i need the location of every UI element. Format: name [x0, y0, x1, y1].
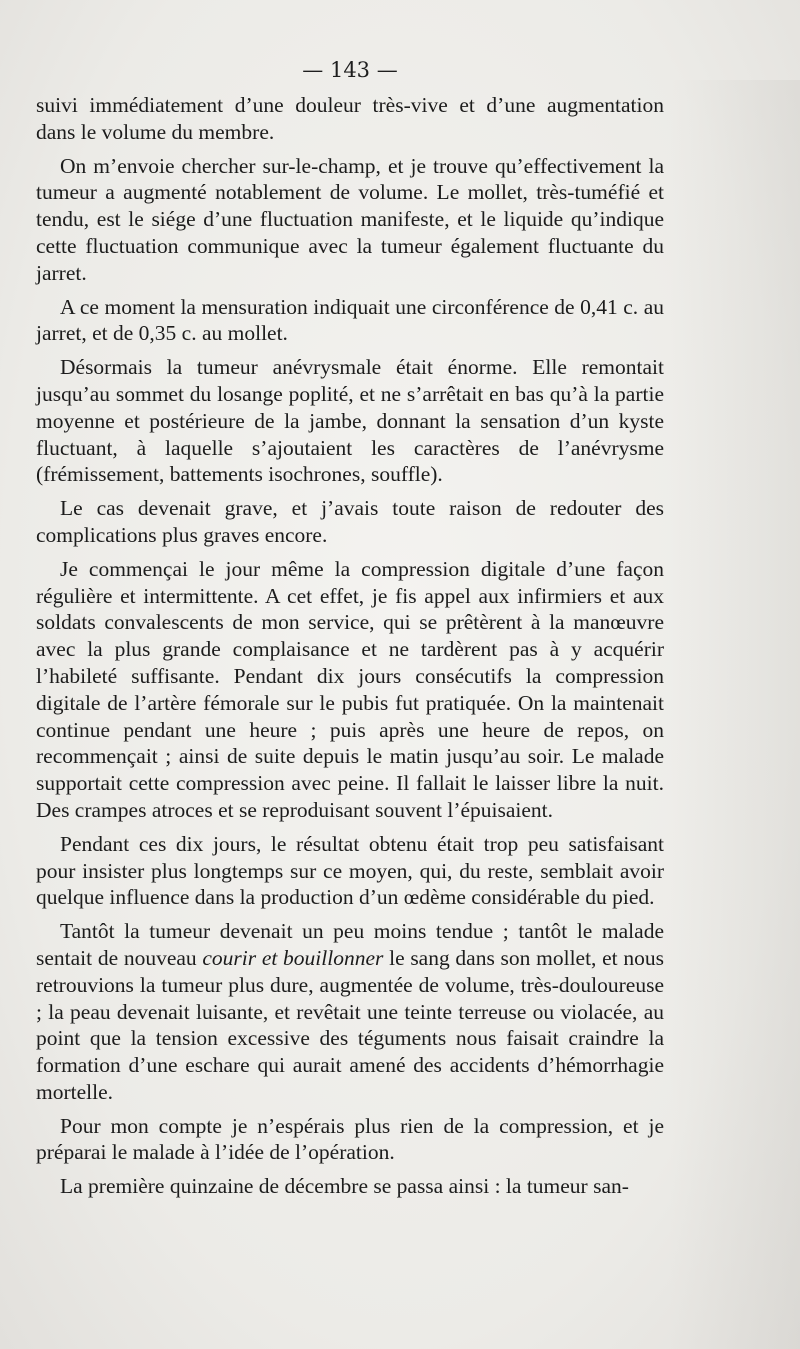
page-number: — 143 —	[302, 58, 398, 82]
paragraph-8	[36, 918, 664, 1106]
paragraph-4: Désormais la tumeur anévrysmale était énorme. Elle remontait jusqu’au sommet du losange poplité, et ne s’arrêtait en bas qu’à la partie moyenne et postérieure de la jambe, donnant la sensation d’un kyste fluctuant, à laquelle s’ajoutaient les caractères de l’anévrysme (frémissement, battements isochrones, souffle).	[36, 355, 664, 487]
paragraph-5: Le cas devenait grave, et j’avais toute raison de redouter des complications plus graves encore.	[36, 496, 664, 547]
paragraph-8-italic: courir et bouillonner	[202, 945, 384, 970]
paragraph-8-part-1: Tantôt la tumeur devenait un peu moins tendue ; tantôt le malade sentait de nouveau	[36, 919, 664, 970]
paragraph-8-part-2: le sang dans son mollet, et nous retrouvions la tumeur plus dure, augmentée de volume, très-douloureuse ; la peau devenait luisante, et revêtait une teinte terreuse ou violacée, au point que la tension excessive des téguments nous faisait craindre la formation d’une eschare qui aurait amené des accidents d’hémorrhagie mortelle.	[36, 945, 664, 1104]
paragraph-9: Pour mon compte je n’espérais plus rien de la compression, et je préparai le malade à l’idée de l’opération.	[36, 1113, 664, 1165]
paragraph-6: Je commençai le jour même la compression digitale d’une façon régulière et intermittente. A cet effet, je fis appel aux infirmiers et aux soldats convalescents de mon service, qui se prêtèrent à la manœuvre avec la plus grande complaisance et ne tardèrent pas à y acquérir l’habileté suffisante. Pendant dix jours consécutifs la compression digitale de l’artère fémorale sur le pubis fut pratiquée. On la maintenait continue pendant une heure ; puis après une heure de repos, on recommençait ; ainsi de suite depuis le matin jusqu’au soir. Le malade supportait cette compression avec peine. Il fallait le laisser libre la nuit. Des crampes atroces et se reproduisant souvent l’épuisaient.	[36, 556, 664, 822]
show-through-shadow	[670, 80, 800, 1349]
paragraph-2: On m’envoie chercher sur-le-champ, et je trouve qu’effectivement la tumeur a augmenté notablement de volume. Le mollet, très-tuméfié et tendu, est le siége d’une fluctuation manifeste, et le liquide qu’indique cette fluctuation communique avec la tumeur également fluctuante du jarret.	[36, 153, 664, 285]
body-text	[36, 92, 664, 1207]
paragraph-7: Pendant ces dix jours, le résultat obtenu était trop peu satisfaisant pour insister plus longtemps sur ce moyen, qui, du reste, semblait avoir quelque influence dans la production d’un œdème considérable du pied.	[36, 831, 664, 910]
paragraph-10: La première quinzaine de décembre se passa ainsi : la tumeur san-	[60, 1174, 629, 1199]
paragraph-1: suivi immédiatement d’une douleur très-vive et d’une augmentation dans le volume du membre.	[36, 93, 664, 144]
paragraph-3: A ce moment la mensuration indiquait une circonférence de 0,41 c. au jarret, et de 0,35 c. au mollet.	[36, 294, 664, 346]
